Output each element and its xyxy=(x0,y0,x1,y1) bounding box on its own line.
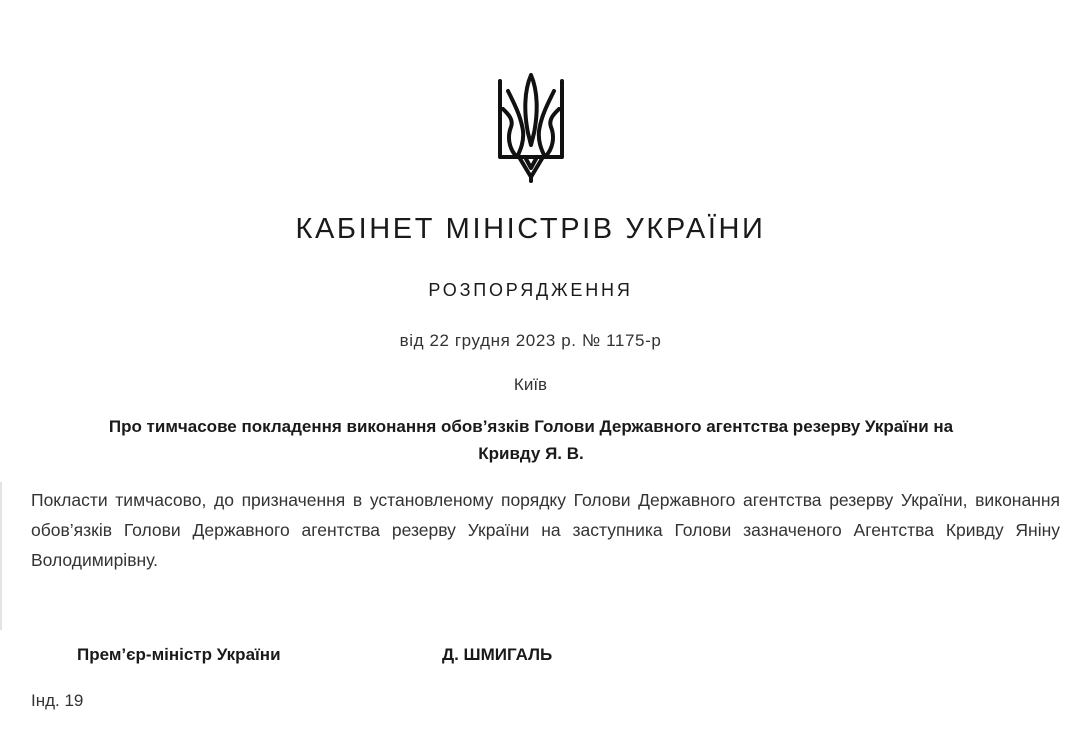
document-city: Київ xyxy=(513,375,548,394)
document-date: від 22 грудня 2023 р. № 1175-р xyxy=(399,331,662,350)
document-type: РОЗПОРЯДЖЕННЯ xyxy=(428,280,633,300)
document-body: Покласти тимчасово, до призначення в установленому порядку Голови Державного агентства резерву України, виконання обов’язків Голови Державного агентства резерву України на заступника Голови зазначеного Агентства Кривду Яніну Володимирівну. xyxy=(31,490,1060,570)
tryzub-icon xyxy=(497,71,565,183)
signatory-name: Д. ШМИГАЛЬ xyxy=(442,645,553,664)
document-subject xyxy=(104,413,958,467)
subject-line-1: Про тимчасове покладення виконання обов’язків Голови Державного агентства резерву України на xyxy=(108,417,954,436)
organization-title: КАБІНЕТ МІНІСТРІВ УКРАЇНИ xyxy=(295,213,766,245)
side-divider xyxy=(0,482,2,630)
subject-line-2: Кривду Я. В. xyxy=(478,444,584,463)
signatory-position: Прем’єр-міністр України xyxy=(77,645,281,664)
document-index: Інд. 19 xyxy=(31,691,84,710)
